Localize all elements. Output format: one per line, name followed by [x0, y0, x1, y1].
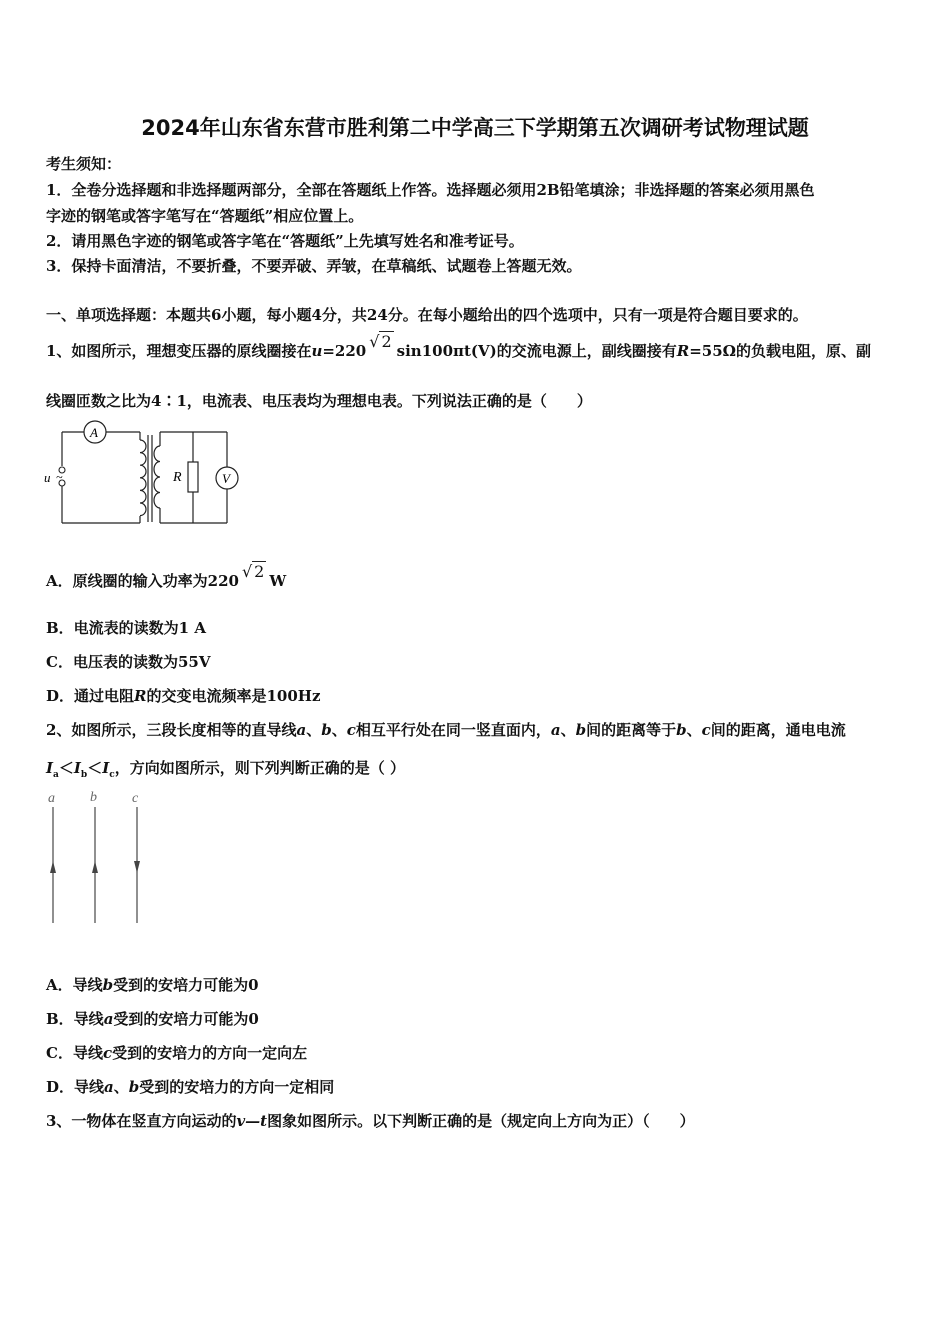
q2-option-a — [46, 974, 259, 995]
option-text: C．导线 — [46, 1044, 103, 1062]
var-r: R — [134, 687, 147, 705]
vt-symbol: v—t — [236, 1112, 268, 1130]
q3-text: 3、一物体在竖直方向运动的 — [46, 1112, 237, 1130]
q2-stem-line2 — [46, 757, 405, 780]
less-than: ＜ — [87, 759, 103, 777]
q1-option-d — [46, 685, 321, 706]
wire-label-a: a — [48, 791, 55, 806]
q1-option-a — [46, 562, 287, 591]
q2-option-d — [46, 1076, 334, 1097]
var-a: a — [104, 1078, 114, 1096]
sqrt-symbol: √ 2 — [369, 332, 392, 351]
q2-option-c — [46, 1042, 307, 1063]
arrow-down-c — [134, 861, 140, 873]
less-than: ＜ — [58, 759, 74, 777]
q2-stem-line1 — [46, 719, 846, 740]
q1-option-b: B．电流表的读数为1 A — [46, 619, 206, 637]
arrow-up-a — [50, 861, 56, 873]
q2-text: 间的距离，通电电流 — [710, 721, 846, 739]
notice-heading: 考生须知： — [46, 155, 122, 173]
separator: 、 — [560, 721, 576, 739]
source-label: u — [44, 470, 51, 485]
current-symbol: I — [102, 759, 110, 777]
var-r: R — [676, 342, 690, 360]
option-text: 受到的安培力可能为0 — [113, 976, 259, 994]
current-symbol: I — [73, 759, 81, 777]
q2-text: ，方向如图所示，则下列判断正确的是（ ） — [114, 759, 405, 777]
var-u: u — [311, 342, 323, 360]
var-b: b — [102, 976, 114, 994]
q2-option-b — [46, 1008, 259, 1029]
option-text: B．导线 — [46, 1010, 104, 1028]
section-heading: 一、单项选择题：本题共6小题，每小题4分，共24分。在每小题给出的四个选项中，只有一项是符合题目要求的。 — [46, 306, 808, 324]
var-b: b — [321, 721, 332, 739]
page-title: 2024年山东省东营市胜利第二中学高三下学期第五次调研考试物理试题 — [141, 116, 809, 140]
q1-text: =55Ω的负载电阻，原、副 — [689, 342, 872, 360]
q1-stem-line1 — [46, 332, 872, 361]
voltmeter-label: V — [222, 471, 230, 486]
option-text: A．原线圈的输入功率为220 — [46, 572, 239, 590]
q2-text: 间的距离等于 — [586, 721, 677, 739]
var-c: c — [346, 721, 356, 739]
subscript: b — [80, 770, 88, 780]
var-b: b — [128, 1078, 140, 1096]
q1-text: sin100πt(V)的交流电源上，副线圈接有 — [396, 342, 677, 360]
var-b: b — [575, 721, 587, 739]
var-b: b — [676, 721, 687, 739]
subscript: c — [109, 770, 115, 780]
notice-item: 3．保持卡面清洁，不要折叠，不要弄破、弄皱，在草稿纸、试题卷上答题无效。 — [46, 257, 582, 275]
var-a: a — [550, 721, 561, 739]
arrow-up-b — [92, 861, 98, 873]
resistor-label: R — [173, 470, 182, 485]
option-text: 的交变电流频率是100Hz — [146, 687, 321, 705]
option-text: W — [269, 572, 287, 590]
option-text: 受到的安培力可能为0 — [113, 1010, 259, 1028]
notice-item: 1．全卷分选择题和非选择题两部分，全部在答题纸上作答。选择题必须用2B铅笔填涂；非选择题的答案必须用黑色 — [46, 181, 815, 199]
q2-text: 相互平行处在同一竖直面内， — [355, 721, 551, 739]
var-a: a — [296, 721, 307, 739]
q1-text: 1、如图所示，理想变压器的原线圈接在 — [46, 342, 312, 360]
q3-stem — [46, 1110, 695, 1131]
q3-text: 图象如图所示。以下判断正确的是（规定向上方向为正）（ ） — [267, 1112, 695, 1130]
wire-label-b: b — [90, 790, 97, 805]
transformer-circuit-figure — [40, 420, 250, 535]
q1-text: =220 — [322, 342, 367, 360]
sqrt-radicand: 2 — [381, 332, 392, 351]
subscript: a — [53, 770, 59, 780]
sqrt-radicand: 2 — [254, 562, 265, 581]
ac-symbol: ~ — [56, 470, 63, 484]
separator: 、 — [113, 1078, 129, 1096]
notice-item: 字迹的钢笔或答字笔写在“答题纸”相应位置上。 — [46, 207, 364, 225]
ammeter-label: A — [90, 425, 98, 440]
q1-stem-line2: 线圈匝数之比为4∶1，电流表、电压表均为理想电表。下列说法正确的是（ ） — [46, 392, 592, 410]
option-text: A．导线 — [46, 976, 103, 994]
var-a: a — [103, 1010, 114, 1028]
option-text: 受到的安培力的方向一定向左 — [112, 1044, 308, 1062]
parallel-wires-figure — [40, 785, 160, 930]
var-c: c — [701, 721, 711, 739]
wire-label-c: c — [132, 791, 139, 806]
q1-option-c: C．电压表的读数为55V — [46, 653, 211, 671]
separator: 、 — [306, 721, 322, 739]
option-text: D．导线 — [46, 1078, 105, 1096]
var-c: c — [102, 1044, 113, 1062]
separator: 、 — [686, 721, 702, 739]
option-text: D．通过电阻 — [46, 687, 135, 705]
sqrt-symbol: √ 2 — [241, 562, 265, 581]
option-text: 受到的安培力的方向一定相同 — [139, 1078, 335, 1096]
current-symbol: I — [46, 759, 54, 777]
notice-item: 2．请用黑色字迹的钢笔或答字笔在“答题纸”上先填写姓名和准考证号。 — [46, 232, 524, 250]
q2-text: 2、如图所示，三段长度相等的直导线 — [46, 721, 297, 739]
separator: 、 — [331, 721, 347, 739]
